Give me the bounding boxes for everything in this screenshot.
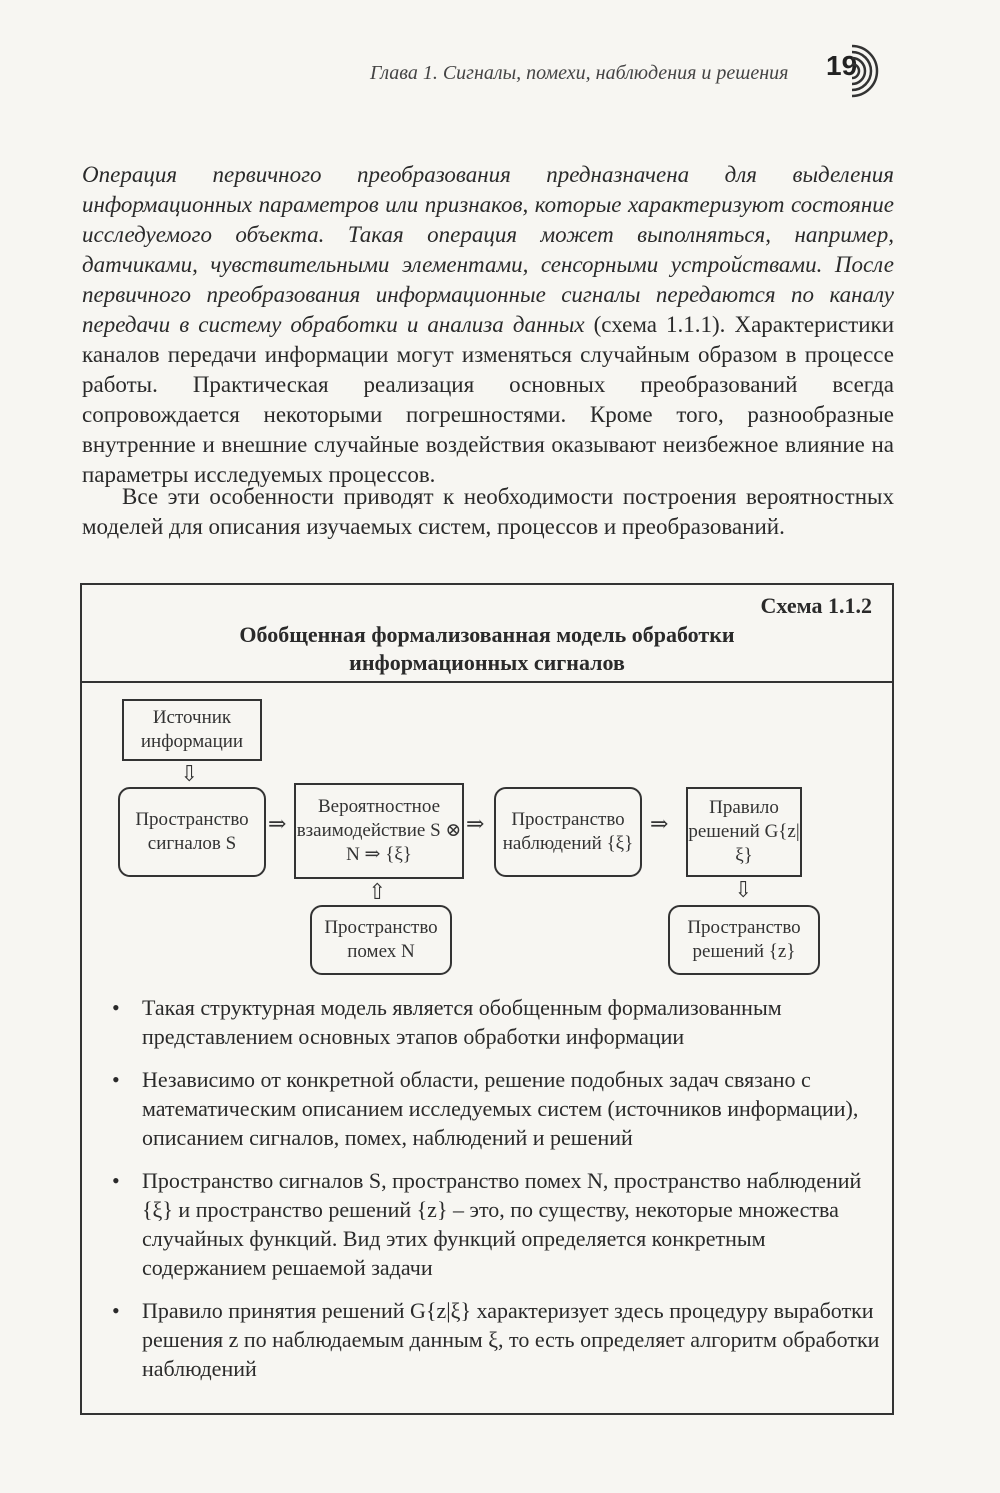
- box-decisions-label: Пространство решений {z}: [687, 917, 801, 962]
- box-observations: [494, 787, 642, 877]
- box-source-label: Источник информации: [140, 707, 244, 752]
- bullet-item: • Такая структурная модель является обобщенным формализованным представлением основных этапов обработки информации: [100, 993, 880, 1051]
- arrow-down-icon: ⇩: [734, 877, 753, 902]
- scheme-frame: [80, 583, 894, 1415]
- box-interaction: [294, 783, 464, 879]
- paragraph-1: [82, 160, 894, 490]
- box-decisions: [668, 905, 820, 975]
- box-signals: [118, 787, 266, 877]
- box-observations-label: Пространство наблюдений {ξ}: [502, 809, 634, 854]
- arrow-down-icon: ⇩: [180, 761, 199, 786]
- box-source: [122, 699, 262, 761]
- box-interaction-label: Вероятностное взаимодействие S ⊗ N ⇒ {ξ}: [296, 796, 462, 865]
- scheme-title: Обобщенная формализованная модель обработки информационных сигналов: [239, 622, 735, 675]
- box-rule: [686, 787, 802, 877]
- box-noise: [310, 905, 452, 975]
- box-noise-label: Пространство помех N: [324, 917, 438, 962]
- box-signals-label: Пространство сигналов S: [135, 809, 249, 854]
- arrow-right-icon: ⇒: [650, 811, 669, 836]
- bullet-item: • Независимо от конкретной области, решение подобных задач связано с математическим описанием исследуемых систем (источников информации), описанием сигналов, помех, наблюдений и решений: [100, 1065, 880, 1152]
- bullet-item: • Правило принятия решений G{z|ξ} характеризует здесь процедуру выработки решения z по наблюдаемым данным ξ, то есть определяет алгоритм обработки наблюдений: [100, 1296, 880, 1383]
- arrow-right-icon: ⇒: [268, 811, 287, 836]
- scheme-bullets: [100, 993, 880, 1397]
- paragraph-1-rest: (схема 1.1.1). Характеристики каналов передачи информации могут изменяться случайным образом в процессе работы. Практическая реализация основных преобразований всегда сопровождается некоторыми погрешностями. Кроме того, разнообразные внутренние и внешние случайные воздействия оказывают неизбежное влияние на параметры исследуемых процессов.: [82, 312, 895, 487]
- bullet-item: • Пространство сигналов S, пространство помех N, пространство наблюдений {ξ} и пространство решений {z} – это, по существу, некоторые множества случайных функций. Вид этих функций определяется конкретным содержанием решаемой задачи: [100, 1166, 880, 1282]
- box-rule-label: Правило решений G{z|ξ}: [688, 797, 800, 866]
- running-header: Глава 1. Сигналы, помехи, наблюдения и решения: [370, 62, 789, 84]
- arrow-right-icon: ⇒: [466, 811, 485, 836]
- arrow-up-icon: ⇧: [368, 879, 387, 904]
- page-number: 19: [826, 50, 858, 81]
- page-ornament-icon: [848, 40, 890, 102]
- paragraph-1-italic: Операция первичного преобразования предназначена для выделения информационных параметров или признаков, которые характеризуют состояние исследуемого объекта. Такая операция может выполняться, например, датчиками, чувствительными элементами, сенсорными устройствами. После первичного преобразования информационные сигналы передаются по каналу передачи в систему обработки и анализа данных: [82, 162, 894, 337]
- paragraph-2: Все эти особенности приводят к необходимости построения вероятностных моделей для описания изучаемых систем, процессов и преобразований.: [82, 484, 894, 539]
- scheme-header: [82, 585, 892, 683]
- scheme-label: Схема 1.1.2: [760, 593, 872, 618]
